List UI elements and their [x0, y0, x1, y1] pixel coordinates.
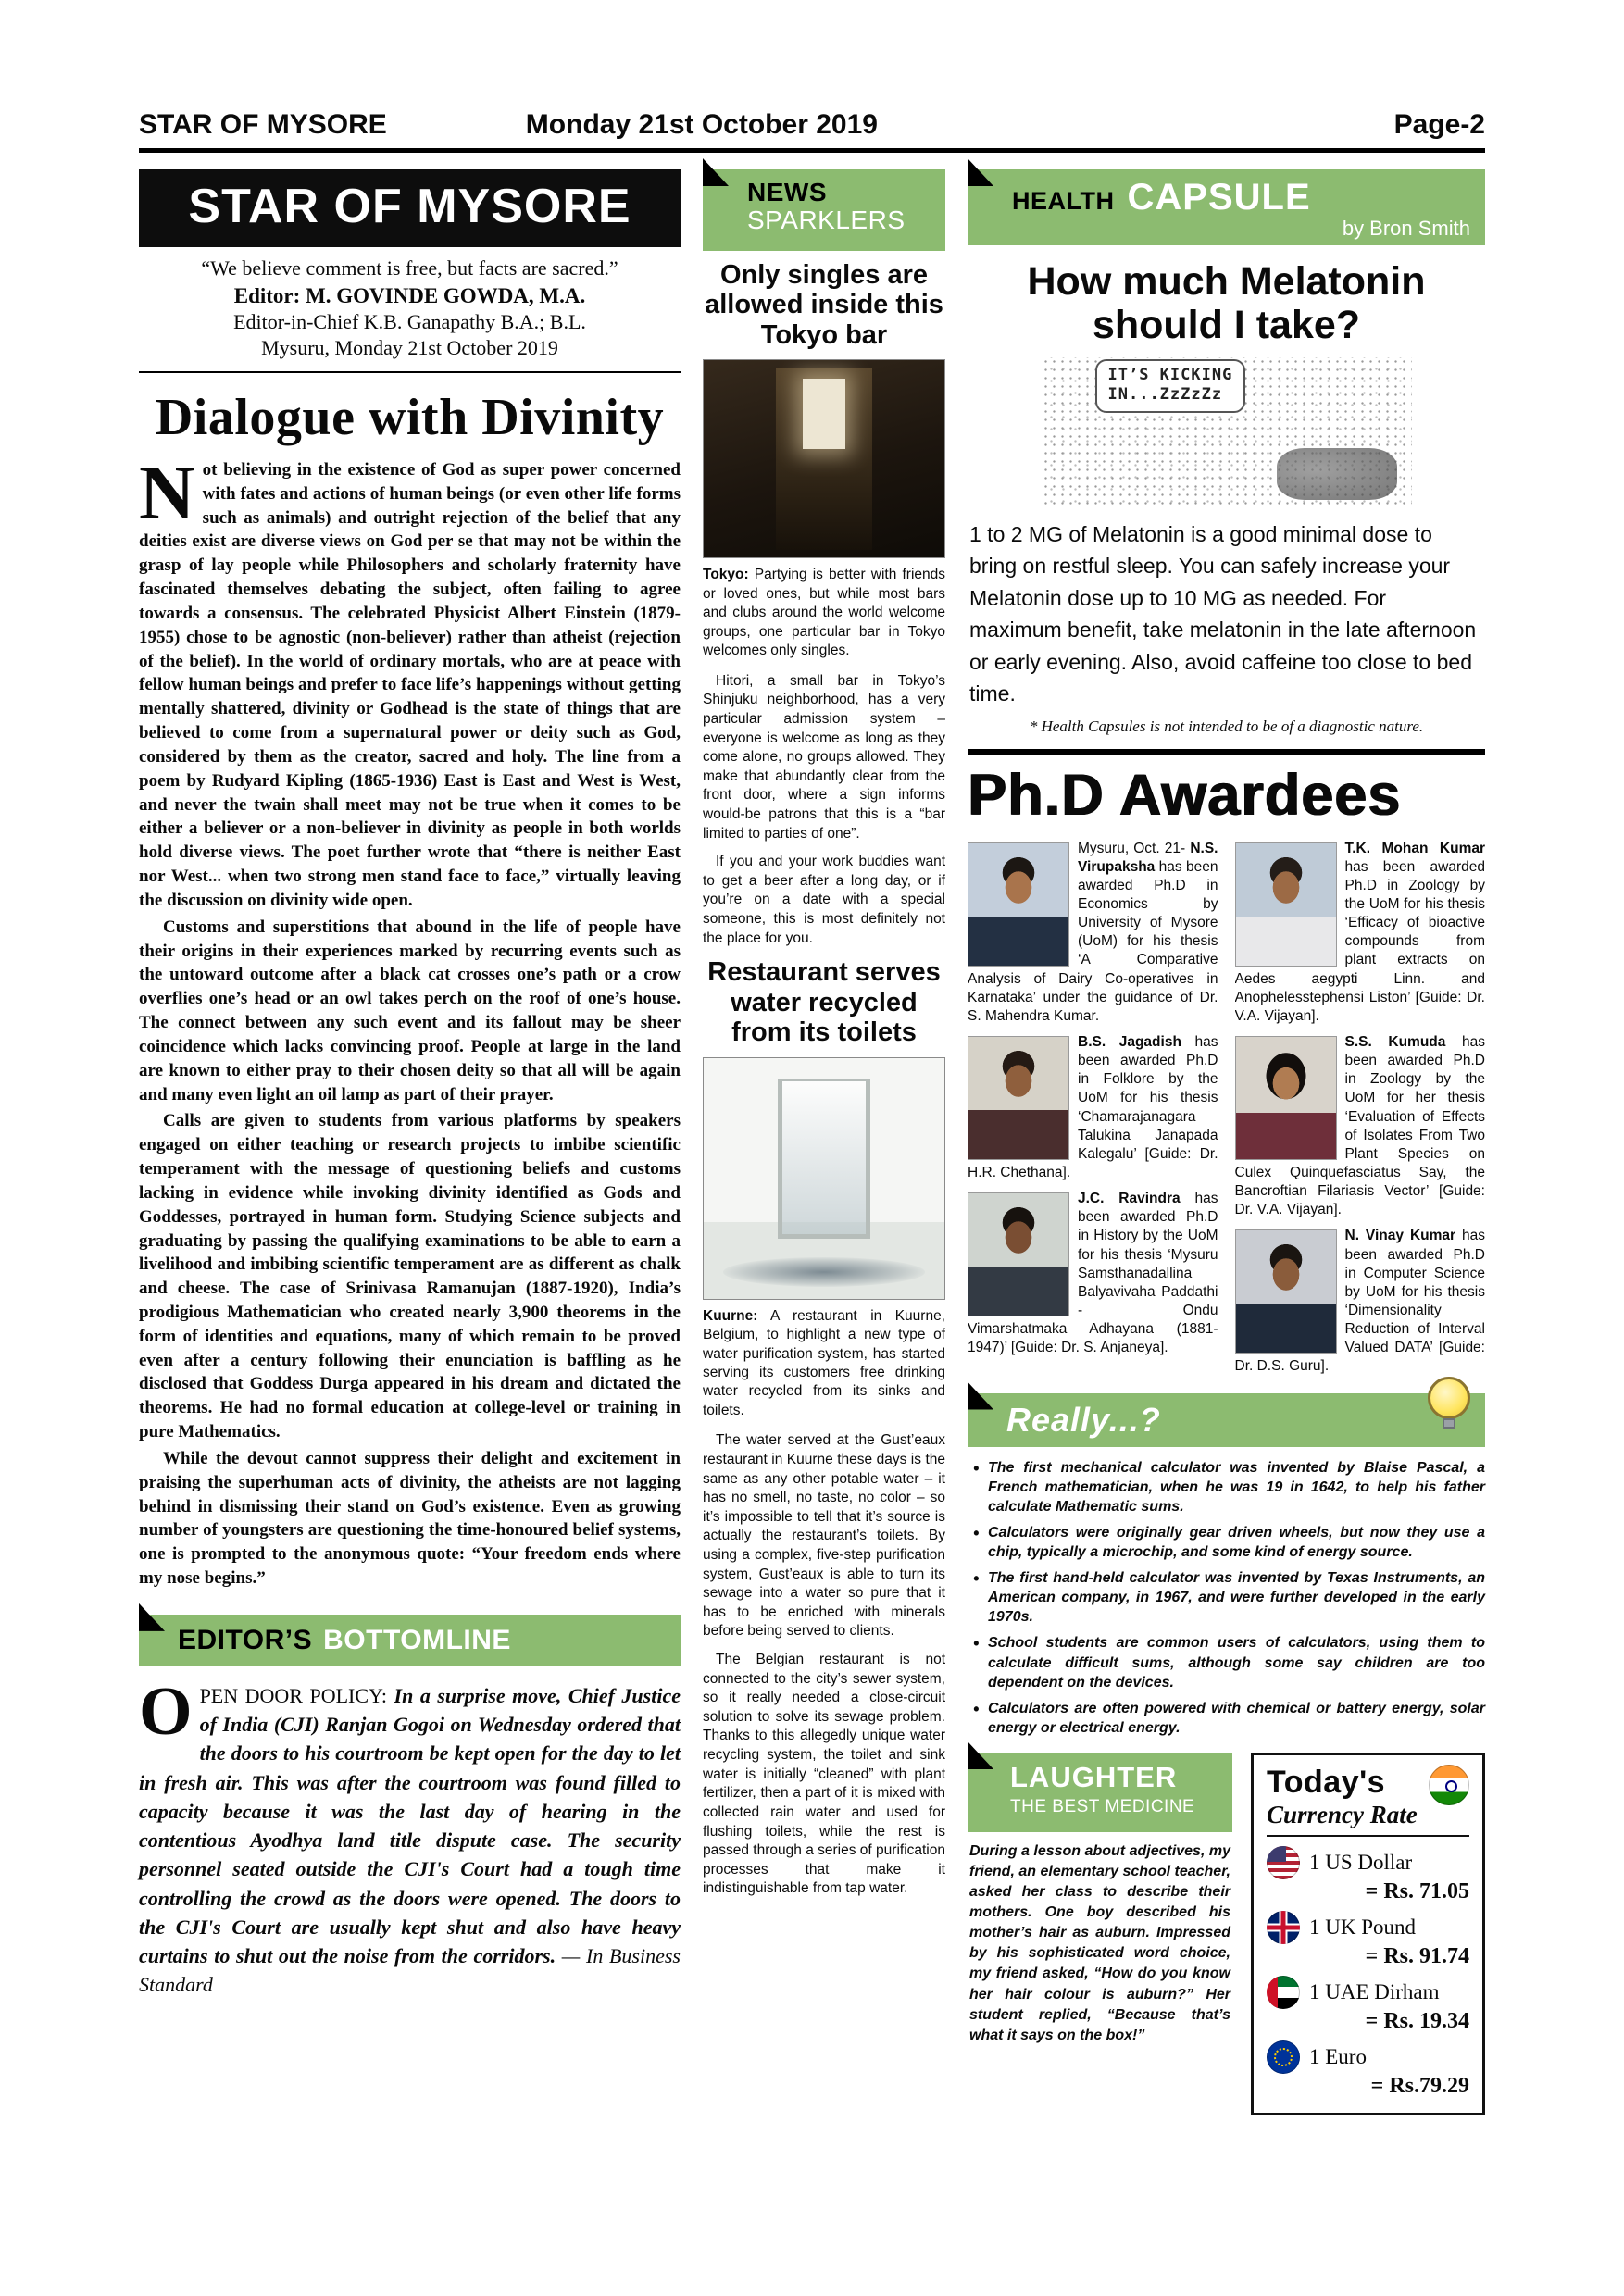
- health-disclaimer: * Health Capsules is not intended to be of a diagnostic nature.: [1029, 717, 1424, 735]
- news-sparklers-column: [703, 169, 945, 2115]
- currency-row-top: [1267, 1846, 1469, 1879]
- corner-fold-icon: [703, 158, 729, 186]
- currency-header: [1267, 1765, 1469, 1837]
- phd-column-right: [1235, 840, 1486, 1384]
- awardee-dateline: Mysuru, Oct. 21-: [1078, 840, 1191, 856]
- story-paragraph: Hitori, a small bar in Tokyo’s Shinjuku neighborhood, has a very particular admission system – everyone is welcome as long as they come alone, no groups allowed. They make that abundantly clear from the front door, where a sign informs would-be patrons that this is a “bar limited to parties of one”.: [703, 672, 945, 842]
- awardee-photo: [1235, 1229, 1337, 1354]
- melatonin-cartoon: [1042, 357, 1412, 507]
- awardee-entry: [1235, 1227, 1486, 1376]
- currency-value: = Rs.79.29: [1370, 2073, 1469, 2098]
- masthead-dateline: Mysuru, Monday 21st October 2019: [139, 336, 681, 373]
- currency-label: 1 UAE Dirham: [1309, 1979, 1440, 2003]
- awardee-entry: [1235, 840, 1486, 1026]
- currency-box: [1251, 1753, 1485, 2115]
- page-header: [139, 109, 1485, 153]
- us-flag-icon: [1267, 1846, 1300, 1879]
- tokyo-bar-photo: [703, 359, 945, 558]
- currency-row: [1267, 1976, 1469, 2034]
- best-medicine-label: THE BEST MEDICINE: [1010, 1796, 1195, 1816]
- fact-item: • The first mechanical calculator was invented by Blaise Pascal, a French mathematician, when he was 19 in 1642, to help his father calculate Mathematic sums.: [971, 1458, 1485, 1516]
- masthead-editor: Editor: M. GOVINDE GOWDA, M.A.: [233, 284, 586, 307]
- speech-bubble: [1095, 359, 1246, 414]
- awardee-photo: [968, 1036, 1069, 1160]
- currency-row-top: [1267, 2040, 1469, 2074]
- currency-titles: [1267, 1765, 1418, 1829]
- news-sparklers-header: [703, 169, 945, 251]
- currency-title: Today's: [1267, 1764, 1386, 1800]
- melatonin-headline: How much Melatonin should I take?: [1027, 259, 1426, 348]
- currency-row: [1267, 1911, 1469, 1969]
- fact-item: • Calculators were originally gear driven wheels, but now they use a chip, typically a microchip, and some kind of energy source.: [971, 1523, 1485, 1562]
- dropcap-letter: O: [139, 1673, 193, 1750]
- uae-flag-icon: [1267, 1976, 1300, 2009]
- joke-text: During a lesson about adjectives, my friend, an elementary school teacher, asked her class to describe their mothers. One boy described his mother’s hair as auburn. Impressed by his sophisticated word choice, my friend asked, “How do you know her hair colour is auburn?” Her student replied, “Because that’s what it says on the box!”: [969, 1842, 1230, 2043]
- capsule-label: CAPSULE: [1127, 177, 1311, 218]
- masthead-logo: STAR OF MYSORE: [139, 169, 681, 247]
- currency-label: 1 US Dollar: [1309, 1850, 1413, 1874]
- awardee-name: T.K. Mohan Kumar: [1344, 840, 1485, 856]
- caption-location: Kuurne:: [703, 1307, 758, 1324]
- awardee-entry: [968, 1190, 1218, 1357]
- editors-bottomline-header: [139, 1615, 681, 1666]
- corner-fold-icon: [139, 1603, 165, 1631]
- glass-shape: [778, 1079, 870, 1239]
- bar-sign-shape: [803, 379, 846, 450]
- currency-label: 1 Euro: [1309, 2044, 1367, 2068]
- really-title: Really...?: [1006, 1400, 1161, 1439]
- bottom-row: [968, 1753, 1485, 2115]
- caption-text: A restaurant in Kuurne, Belgium, to highlight a new type of water purification system, has started serving its customers free drinking water recycled from its sinks and toilets.: [703, 1307, 945, 1418]
- laughter-box: [968, 1753, 1232, 2115]
- currency-subtitle: Currency Rate: [1267, 1800, 1418, 1828]
- recycled-water-headline: Restaurant serves water recycled from its toilets: [707, 957, 941, 1048]
- bottomline-lead: PEN DOOR POLICY:: [199, 1683, 394, 1707]
- bubble-line: IN...ZzZzZz: [1107, 384, 1223, 404]
- awardee-photo: [968, 1192, 1069, 1316]
- splash-shape: [723, 1257, 925, 1287]
- section-divider: [968, 749, 1485, 755]
- columns-container: [139, 169, 1485, 2115]
- awardee-details: has been awarded Ph.D in Folklore by the UoM for his thesis ‘Chamarajanagara Talukina Janapada Kalegalu’ [Guide: Dr. H.R. Chethana].: [968, 1034, 1218, 1180]
- story-paragraph: The Belgian restaurant is not connected to the city’s sewer system, so it really needed a close-circuit solution to solve its sewage problem. Thanks to this allegedly unique water recycling system, the toilet and sink water is initially “cleaned” with plant fertilizer, then a part of it is mixed with collected rain water and used for flushing toilets, while the rest is passed through a series of purification processes that make it indistinguishable from tap water.: [703, 1652, 945, 1897]
- tokyo-bar-headline: Only singles are allowed inside this Tokyo bar: [705, 260, 943, 350]
- tokyo-bar-caption: [703, 566, 945, 660]
- corner-fold-icon: [968, 1382, 993, 1410]
- masthead: [139, 169, 681, 373]
- awardee-details: has been awarded Ph.D in Computer Science by UoM for his thesis ‘Dimensionality Reduction of Interval Valued DATA’ [Guide: Dr. D.S. Guru].: [1234, 1228, 1485, 1375]
- fact-item: • Calculators are often powered with chemical or battery energy, solar energy or electrical energy.: [971, 1699, 1485, 1738]
- awardee-name: N. Vinay Kumar: [1344, 1228, 1456, 1244]
- article-dialogue-with-divinity: [139, 450, 681, 1591]
- really-facts-list: [971, 1458, 1485, 1738]
- article-paragraph: Customs and superstitions that abound in the life of people have their origins in their experiences marked by recurring events such as the untoward outcome after a black cat crosses one’s path or a crow overflies one’s head or an owl takes perch on the roof of one’s house. The connect between any such event and its fallout may be sheer coincidence which lacks convincing proof. People at large in the land are known to either pray to their chosen deity so that all will be again and many even light an oil lamp as part of their prayer.: [139, 917, 681, 1104]
- awardee-photo: [968, 842, 1069, 967]
- euro-flag-icon: [1267, 2040, 1300, 2074]
- phd-awardees-title: Ph.D Awardees: [968, 762, 1402, 828]
- fact-item: • School students are common users of calculators, using them to calculate difficult sums, although some say children are too dependent on the devices.: [971, 1633, 1485, 1691]
- melatonin-body-text: 1 to 2 MG of Melatonin is a good minimal dose to bring on restful sleep. You can safely increase your Melatonin dose up to 10 MG as needed. For maximum benefit, take melatonin in the late afternoon or early evening. Also, avoid caffeine too close to bed time.: [969, 521, 1477, 706]
- currency-row-top: [1267, 1911, 1469, 1944]
- corner-fold-icon: [968, 158, 993, 186]
- caption-text: Partying is better with friends or loved ones, but while most bars and clubs around the world welcome groups, one particular bar in Tokyo welcomes only singles.: [703, 567, 945, 659]
- news-label: NEWS: [747, 178, 827, 206]
- page-header-date: Monday 21st October 2019: [525, 109, 878, 140]
- currency-row: [1267, 1846, 1469, 1904]
- awardee-name: S.S. Kumuda: [1344, 1034, 1446, 1050]
- awardee-entry: [1235, 1033, 1486, 1219]
- currency-value: = Rs. 71.05: [1365, 1878, 1469, 1903]
- article-paragraph: While the devout cannot suppress their delight and excitement in praising the superhuman acts of divinity, the atheists are not lagging behind in dismissing their stand on God’s existence. Even as growing number of youngsters are questioning the time-honoured belief systems, one is prompted to the anonymous quote: “Your freedom ends where my nose begins.”: [139, 1448, 681, 1589]
- currency-label: 1 UK Pound: [1309, 1915, 1417, 1939]
- uk-flag-icon: [1267, 1911, 1300, 1944]
- lightbulb-icon: [1428, 1377, 1470, 1419]
- bubble-line: IT’S KICKING: [1107, 365, 1233, 384]
- article-paragraph: [139, 450, 681, 913]
- laughter-header: [968, 1753, 1232, 1832]
- awardee-name: N.S. Virupaksha: [1078, 840, 1218, 875]
- left-column: [139, 169, 681, 2115]
- bottomline-credit: — In Business Standard: [139, 1944, 681, 1997]
- awardee-details: has been awarded Ph.D in Economics by University of Mysore (UoM) for his thesis ‘A Comparative Analysis of Dairy Co-operatives in Karnataka’ under the guidance of Dr. S. Mahendra Kumar.: [968, 858, 1218, 1024]
- india-flag-icon: [1429, 1765, 1469, 1805]
- story-paragraph: If you and your work buddies want to get a beer after a long day, or if you’re on a date with a special someone, this is most definitely not the place for you.: [703, 854, 945, 946]
- laughter-label: LAUGHTER: [1010, 1760, 1178, 1793]
- story-paragraph: The water served at the Gust’eaux restaurant in Kuurne these days is the same as any other potable water – it has no smell, no taste, no color – so it’s impossible to tell that it’s source is actually the restaurant’s toilets. By using a complex, five-step purification system, Gust’eaux is able to turn its sewage into a water so pure that it has to be enriched with minerals before being served to clients.: [703, 1432, 945, 1640]
- awardee-photo: [1235, 1036, 1337, 1160]
- bottomline-paragraph: [139, 1673, 681, 2000]
- health-capsule-header: [968, 169, 1485, 245]
- article-paragraph: Calls are given to students from various platforms by speakers engaged on either teaching or research projects to imbibe scientific temperament with the message of questioning beliefs and customs lacking in evidence while invoking divinity identified as Gods and Goddesses, portrayed in human form. Studying Science subjects and graduating by passing the qualifying examinations to be able to earn a livelihood and imbibing scientific temperament are as different as chalk and cheese. The case of Srinivasa Ramanujan (1887-1920), India’s prodigious Mathematician who created nearly 3,900 theorems in the form of identities and equations, many of which remain to be proved even after a century following their enunciation is baffling as he disclosed that Goddess Durga appeared in his dream and dictated the theorems. He had no formal education at college-level or training in pure Mathematics.: [139, 1111, 681, 1442]
- sparklers-label: SPARKLERS: [747, 206, 906, 235]
- health-capsule-title: [1012, 177, 1470, 218]
- fact-item: • The first hand-held calculator was invented by Texas Instruments, an American company, in 1967, and were further developed in the early 1970s.: [971, 1568, 1485, 1627]
- recycled-water-caption: [703, 1307, 945, 1421]
- editors-label: EDITOR’S: [178, 1624, 313, 1655]
- awardee-details: has been awarded Ph.D in History by the UoM for his thesis ‘Mysuru Samsthanadallina Balyavivaha Paddathi - Ondu Vimarshatmaka Adhayana (1881-1947)’ [Guide: Dr. S. Anjaneya].: [968, 1191, 1218, 1356]
- caption-location: Tokyo:: [703, 567, 749, 583]
- page-header-brand: STAR OF MYSORE: [139, 109, 387, 140]
- phd-awardees-section: [968, 840, 1485, 1384]
- masthead-editor-in-chief: Editor-in-Chief K.B. Ganapathy B.A.; B.L.: [233, 310, 586, 333]
- masthead-quote: “We believe comment is free, but facts are sacred.”: [201, 256, 618, 280]
- article-title-dialogue-with-divinity: Dialogue with Divinity: [155, 389, 665, 446]
- article-paragraph-text: ot believing in the existence of God as super power concerned with fates and actions of human beings (or even other life forms such as animals) and outright rejection of the belief that any deities exist are diverse views on God per se that may not be within the grasp of lay people while Philosophers and scholarly fraternity have fascinated themselves debating the subject, often failing to agree towards a consensus. The celebrated Physicist Albert Einstein (1879-1955) chose to be agnostic (non-believer) rather than atheist (rejection of the belief). In the world of ordinary mortals, who are at peace with fellow human beings and prefer to face life’s happenings without getting mentally shattered, divinity or Godhead is the state of things that are believed to come from a supernatural power or deity such as God, considered by them as the creator, sacred and holy. The line from a poem by Rudyard Kipling (1865-1936) East is East and West is West, and never the twain shall meet may not be true when it comes to be either a believer or a non-believer in divinity as people in both worlds hold diverse views. The poet further wrote that “there is neither East nor West... when two strong men stand face to face,” virtually leaving the discussion on divinity wide open.: [139, 460, 681, 910]
- page-number: Page-2: [1393, 109, 1485, 140]
- dropcap-letter: N: [139, 450, 195, 536]
- awardee-entry: [968, 1033, 1218, 1182]
- awardee-name: J.C. Ravindra: [1078, 1191, 1181, 1207]
- bottomline-body: In a surprise move, Chief Justice of India (CJI) Ranjan Gogoi on Wednesday ordered that the doors to his courtroom be kept open for the day to let in fresh air. This was after the courtroom was found filled to capacity because it was the last day of hearing in the contentious Ayodhya land title dispute case. The security personnel seated outside the CJI's Court had a tough time controlling the crowd as the doors were opened. The doors to the CJI's Court are usually kept shut and also have heavy curtains to shut out the noise from the corridors.: [139, 1683, 681, 1968]
- awardee-photo: [1235, 842, 1337, 967]
- health-byline: by Bron Smith: [1342, 217, 1470, 240]
- bottomline-label: BOTTOMLINE: [323, 1624, 511, 1655]
- currency-value: = Rs. 19.34: [1365, 2008, 1469, 2033]
- corner-fold-icon: [968, 1741, 993, 1769]
- awardee-details: has been awarded Ph.D in Zoology by the UoM for her thesis ‘Evaluation of Effects of Isolates From Two Plant Species on Culex Quinquefasciatus Say, the Bancroftian Filariasis Vector’ [Guide: Dr. V.A. Vijayan].: [1234, 1034, 1485, 1218]
- awardee-name: B.S. Jagadish: [1078, 1034, 1181, 1050]
- water-glass-photo: [703, 1057, 945, 1300]
- currency-value: = Rs. 91.74: [1365, 1943, 1469, 1968]
- health-label: HEALTH: [1012, 187, 1115, 215]
- awardee-entry: [968, 840, 1218, 1026]
- really-header: [968, 1393, 1485, 1447]
- awardee-details: has been awarded Ph.D in Zoology by the UoM for his thesis ‘Efficacy of bioactive compounds from plant extracts on Aedes aegypti Linn. and Anophelesstephensi Liston’ [Guide: Dr. V.A. Vijayan].: [1234, 858, 1485, 1024]
- currency-row-top: [1267, 1976, 1469, 2009]
- phd-column-left: [968, 840, 1218, 1384]
- editors-bottomline-article: [139, 1673, 681, 2000]
- currency-row: [1267, 2040, 1469, 2099]
- lightbulb-base: [1443, 1418, 1455, 1429]
- right-column: [968, 169, 1485, 2115]
